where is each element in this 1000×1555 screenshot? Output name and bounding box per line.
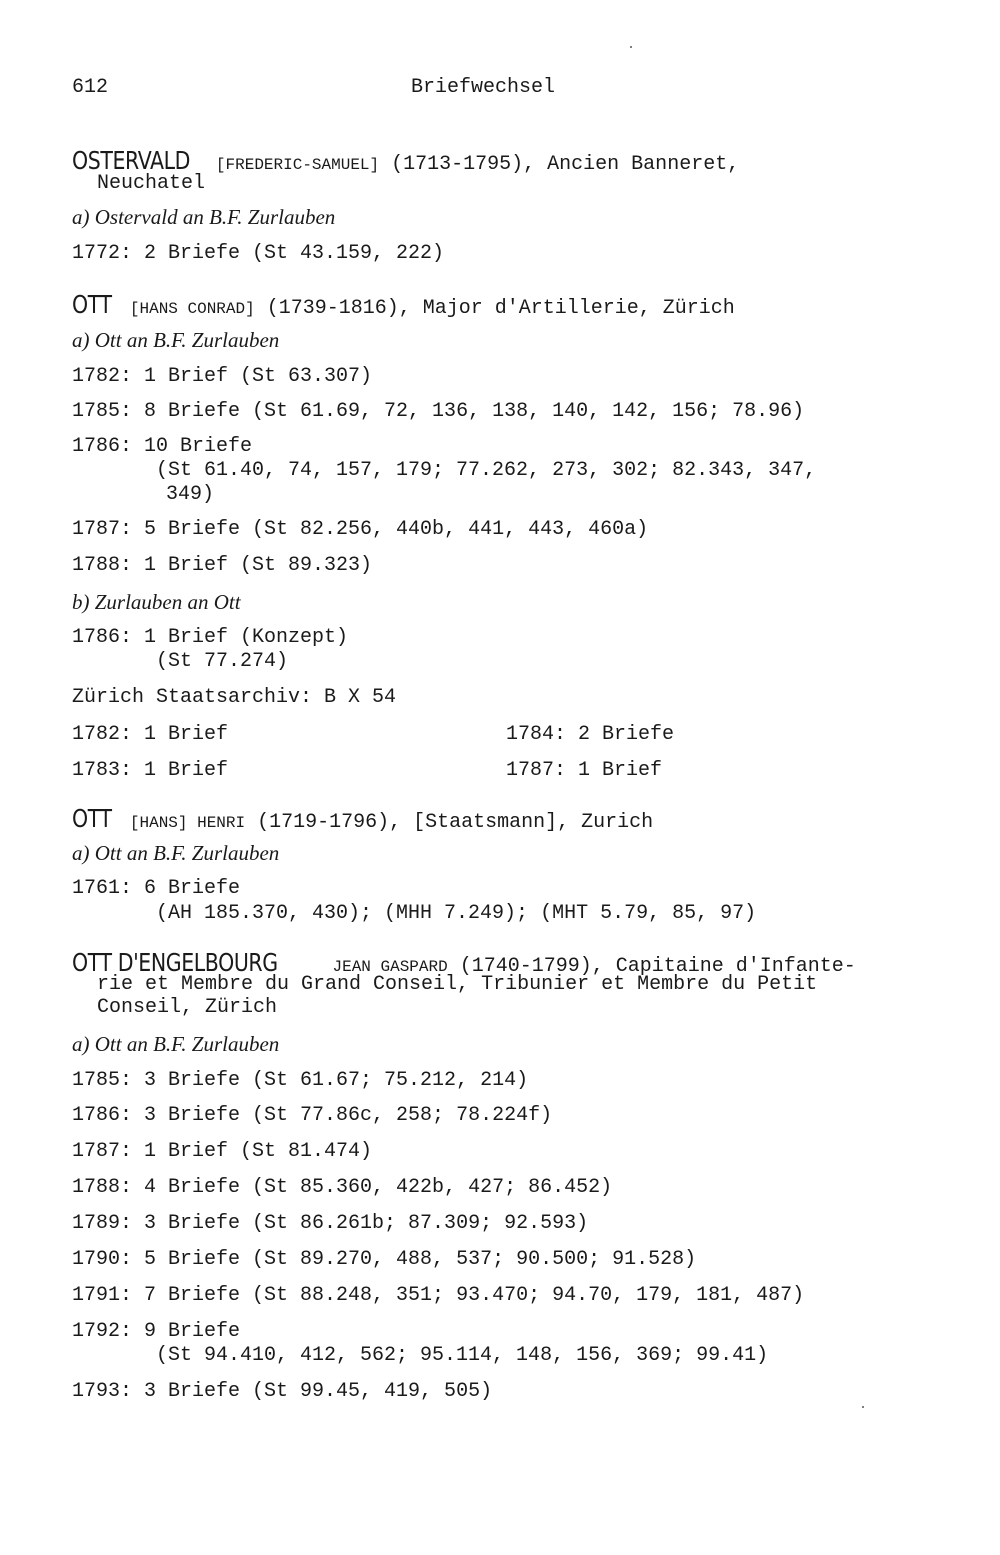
subsection-heading: a) Ott an B.F. Zurlauben <box>72 1032 280 1056</box>
entry-given-names: JEAN GASPARD <box>332 958 448 976</box>
entry-given-names: [FREDERIC-SAMUEL] <box>215 156 380 174</box>
letter-line: 1786: 3 Briefe (St 77.86c, 258; 78.224f) <box>72 1104 553 1127</box>
scan-speck <box>862 1406 864 1408</box>
letter-line: 1789: 3 Briefe (St 86.261b; 87.309; 92.593) <box>72 1212 589 1235</box>
letter-line: 1786: 10 Briefe <box>72 435 253 458</box>
archive-line: 1784: 2 Briefe <box>506 723 675 746</box>
entry-given-names: [HANS CONRAD] <box>129 300 255 318</box>
entry-continuation: Conseil, Zürich <box>97 996 278 1019</box>
letter-line: 1786: 1 Brief (Konzept) <box>72 626 349 649</box>
entry-heading-ostervald <box>72 148 739 175</box>
entry-name: OTT <box>72 804 112 833</box>
entry-details: (1713-1795), Ancien Banneret, <box>379 153 740 176</box>
entry-details: (1719-1796), [Staatsmann], Zurich <box>245 811 654 834</box>
letter-line: 1787: 1 Brief (St 81.474) <box>72 1140 373 1163</box>
letter-line: 1791: 7 Briefe (St 88.248, 351; 93.470; 94.70, 179, 181, 487) <box>72 1284 805 1307</box>
entry-heading-ott-hans-conrad <box>72 292 735 319</box>
entry-details: (1740-1799), Capitaine d'Infante- <box>447 955 856 978</box>
letter-line: 1792: 9 Briefe <box>72 1320 241 1343</box>
running-title: Briefwechsel <box>411 76 556 99</box>
entry-continuation: Neuchatel <box>97 172 206 195</box>
letter-line: 1790: 5 Briefe (St 89.270, 488, 537; 90.500; 91.528) <box>72 1248 697 1271</box>
letter-line: 1785: 3 Briefe (St 61.67; 75.212, 214) <box>72 1069 529 1092</box>
subsection-heading: a) Ott an B.F. Zurlauben <box>72 841 280 865</box>
letter-line: 1793: 3 Briefe (St 99.45, 419, 505) <box>72 1380 493 1403</box>
letter-line-continuation: (AH 185.370, 430); (MHH 7.249); (MHT 5.79, 85, 97) <box>156 902 757 925</box>
letter-line: 1785: 8 Briefe (St 61.69, 72, 136, 138, 140, 142, 156; 78.96) <box>72 400 805 423</box>
archive-heading: Zürich Staatsarchiv: B X 54 <box>72 686 397 709</box>
entry-name: OTT <box>72 290 112 319</box>
letter-line: 1787: 5 Briefe (St 82.256, 440b, 441, 443, 460a) <box>72 518 649 541</box>
entry-given-names: [HANS] HENRI <box>129 814 246 832</box>
letter-line: 1772: 2 Briefe (St 43.159, 222) <box>72 242 445 265</box>
entry-continuation: rie et Membre du Grand Conseil, Tribunier et Membre du Petit <box>97 973 818 996</box>
page-number: 612 <box>72 76 109 99</box>
letter-line: 1761: 6 Briefe <box>72 877 241 900</box>
letter-line-continuation: (St 77.274) <box>156 650 289 673</box>
subsection-heading: a) Ostervald an B.F. Zurlauben <box>72 205 336 229</box>
archive-line: 1787: 1 Brief <box>506 759 663 782</box>
letter-line: 1788: 1 Brief (St 89.323) <box>72 554 373 577</box>
archive-line: 1783: 1 Brief <box>72 759 229 782</box>
scan-speck <box>630 46 632 48</box>
letter-line: 1782: 1 Brief (St 63.307) <box>72 365 373 388</box>
letter-line-continuation: (St 61.40, 74, 157, 179; 77.262, 273, 302; 82.343, 347, <box>156 459 817 482</box>
entry-name: OTT D'ENGELBOURG <box>72 948 278 977</box>
subsection-heading: a) Ott an B.F. Zurlauben <box>72 328 280 352</box>
subsection-heading: b) Zurlauben an Ott <box>72 590 241 614</box>
letter-line-continuation: 349) <box>166 483 215 506</box>
letter-line-continuation: (St 94.410, 412, 562; 95.114, 148, 156, 369; 99.41) <box>156 1344 769 1367</box>
letter-line: 1788: 4 Briefe (St 85.360, 422b, 427; 86.452) <box>72 1176 613 1199</box>
entry-details: (1739-1816), Major d'Artillerie, Zürich <box>254 297 735 320</box>
entry-heading-ott-hans-henri <box>72 806 653 833</box>
entry-name: OSTERVALD <box>72 146 191 175</box>
archive-line: 1782: 1 Brief <box>72 723 229 746</box>
